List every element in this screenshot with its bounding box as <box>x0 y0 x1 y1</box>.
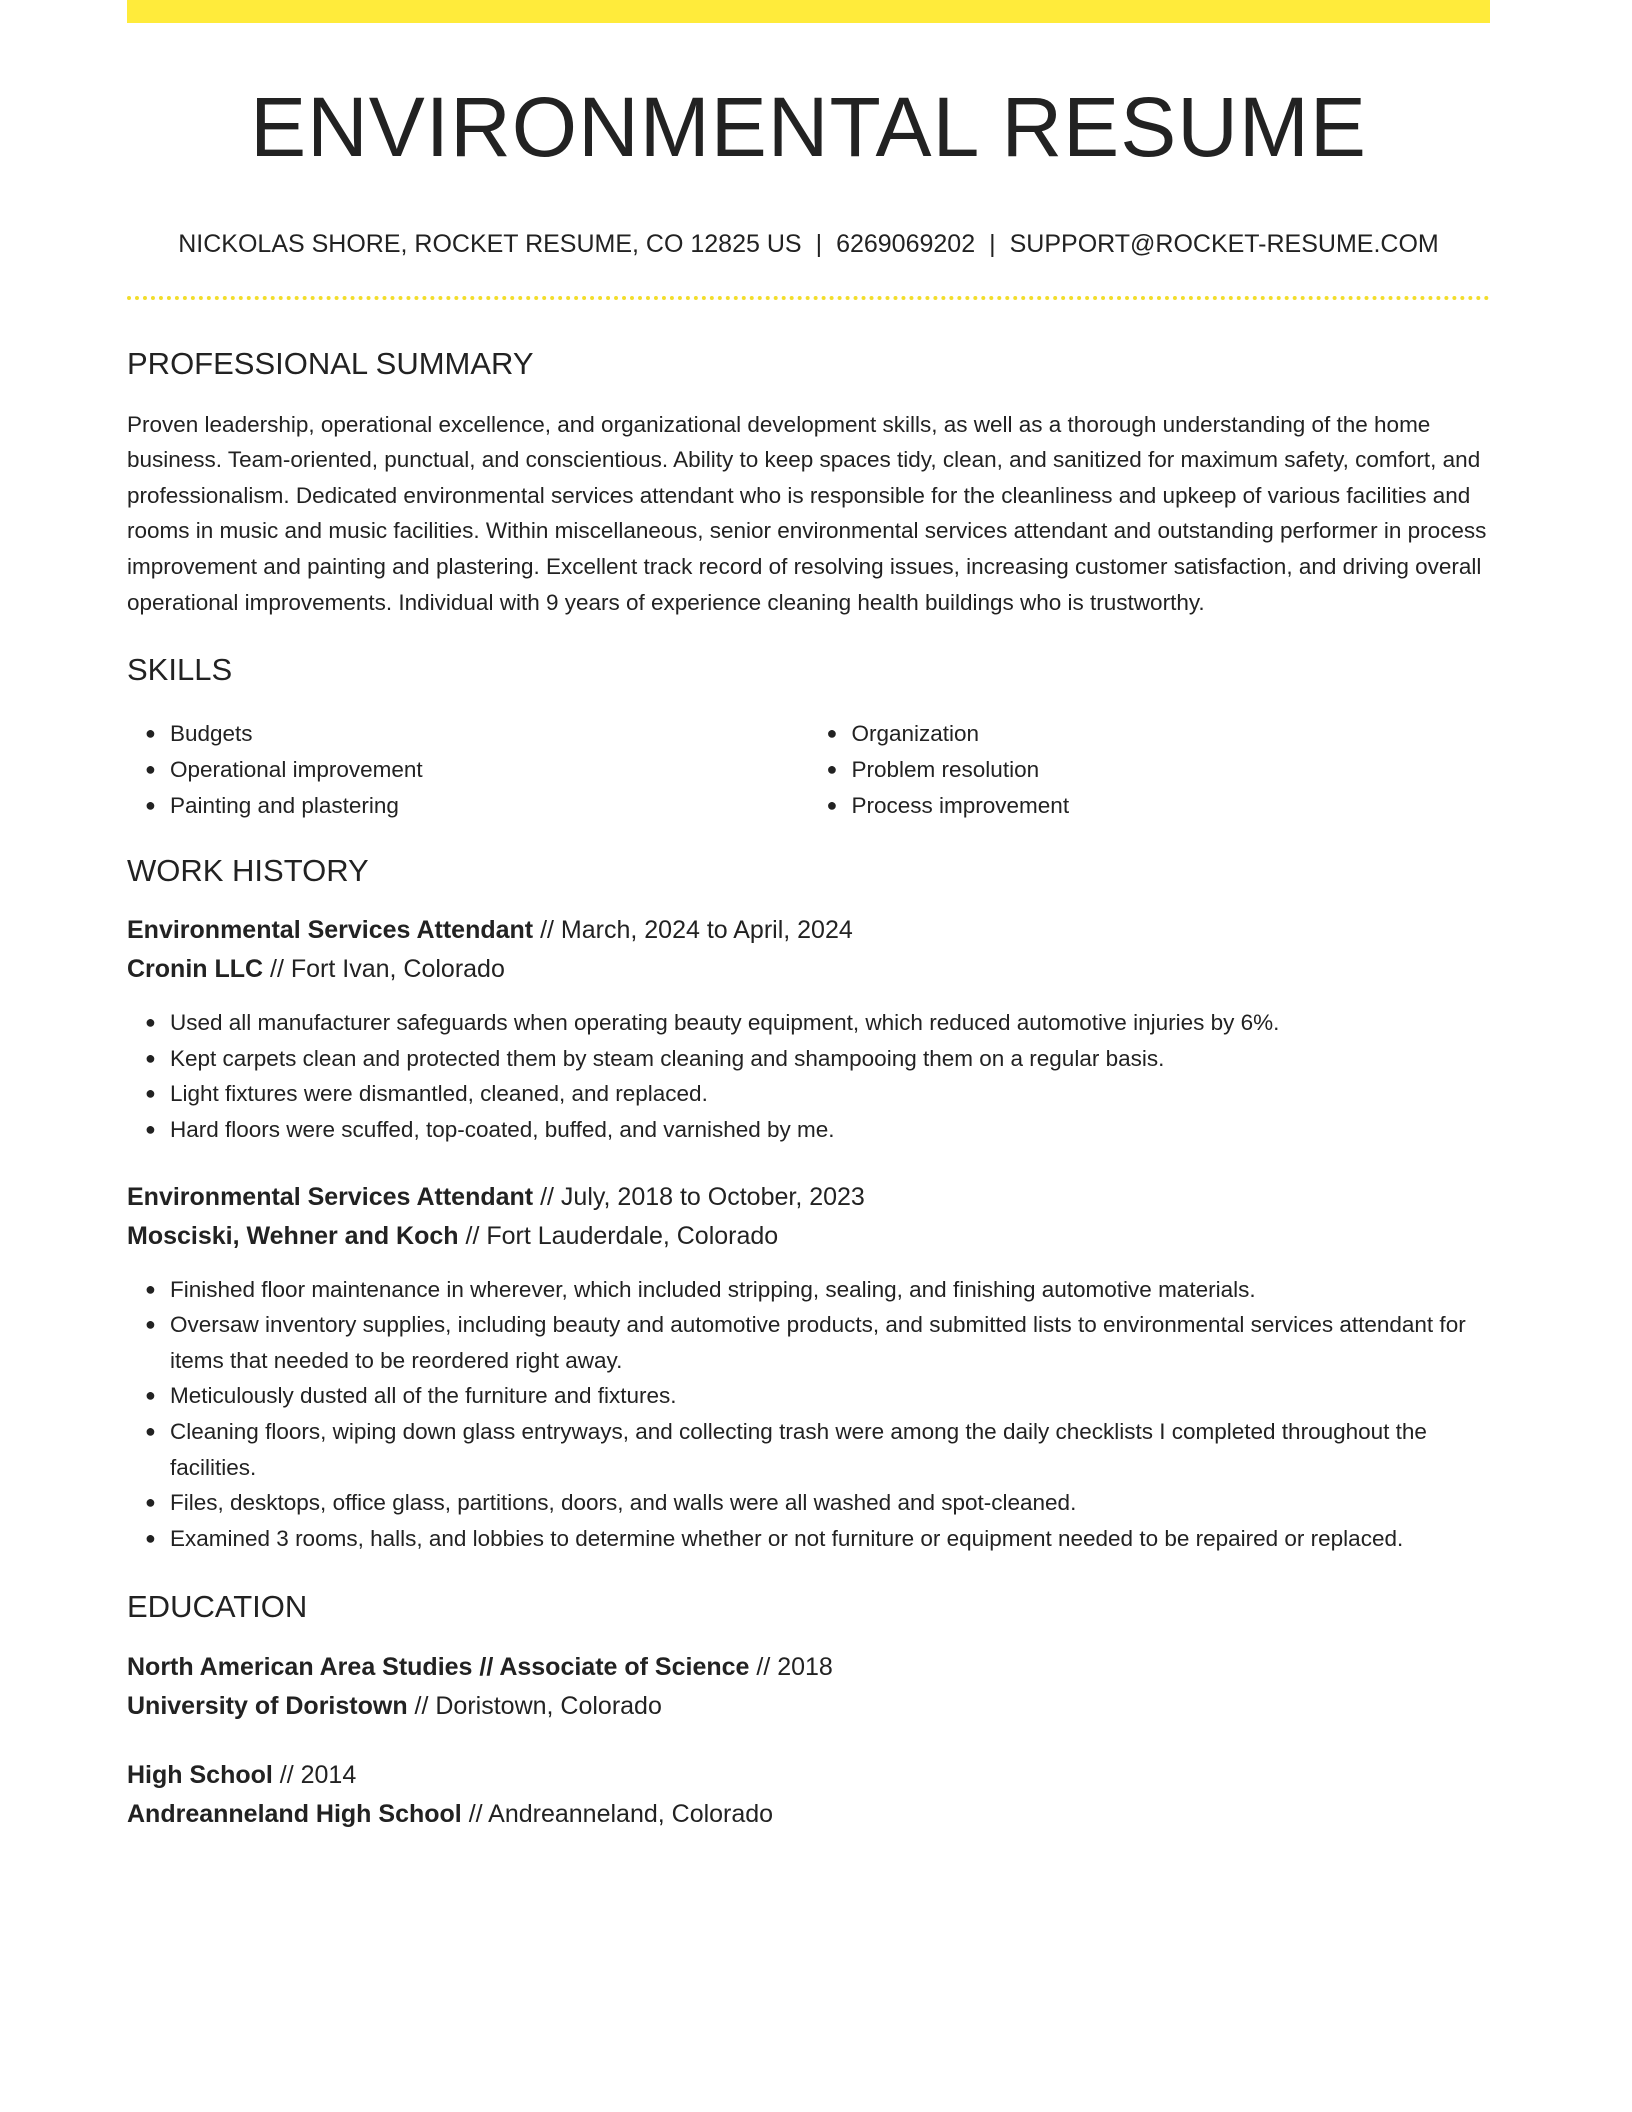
skill-text: Operational improvement <box>170 756 423 782</box>
list-item <box>145 1076 1490 1112</box>
job-dates: // March, 2024 to April, 2024 <box>533 916 853 945</box>
job-role: Environmental Services Attendant <box>127 916 534 945</box>
contact-separator: | <box>815 230 823 259</box>
bullet-icon: ● <box>145 1421 156 1442</box>
list-item <box>145 1041 1490 1077</box>
skill-item <box>826 788 1491 824</box>
skill-text: Organization <box>851 721 980 747</box>
contact-separator: | <box>989 230 996 259</box>
summary-heading: PROFESSIONAL SUMMARY <box>127 346 534 382</box>
skill-item <box>826 716 1491 752</box>
skill-text: Process improvement <box>851 792 1070 818</box>
bullet-icon: ● <box>145 1047 156 1068</box>
list-item <box>145 1272 1490 1308</box>
education-school-line <box>127 1687 1490 1726</box>
job-company-line <box>127 950 1490 989</box>
bullet-icon: ● <box>145 1385 156 1406</box>
education-degree: High School <box>127 1760 273 1789</box>
skill-item <box>826 752 1491 788</box>
education-location: // Doristown, Colorado <box>407 1691 662 1720</box>
bullet-icon: ● <box>145 1083 156 1104</box>
job-dates: // July, 2018 to October, 2023 <box>533 1182 865 1211</box>
bullet-icon: ● <box>145 1527 156 1548</box>
education-school-line <box>127 1795 1490 1834</box>
list-item <box>145 1521 1490 1557</box>
bullet-text: Examined 3 rooms, halls, and lobbies to determine whether or not furniture or equipment needed to be repaired or replaced. <box>170 1525 1404 1551</box>
skills-list <box>127 716 1490 823</box>
skills-heading: SKILLS <box>127 652 233 688</box>
skill-item <box>145 716 809 752</box>
job-title-line <box>127 911 1490 950</box>
skill-item <box>145 752 809 788</box>
list-item <box>145 1005 1490 1041</box>
contact-email: SUPPORT@ROCKET-RESUME.COM <box>1009 230 1439 259</box>
bullet-text: Used all manufacturer safeguards when operating beauty equipment, which reduced automotive injuries by 6%. <box>170 1010 1280 1036</box>
bullet-icon: ● <box>826 758 838 779</box>
bullet-text: Kept carpets clean and protected them by steam cleaning and shampooing them on a regular basis. <box>170 1045 1165 1071</box>
job-bullet-list <box>127 1005 1490 1147</box>
bullet-icon: ● <box>826 723 838 744</box>
bullet-icon: ● <box>145 1492 156 1513</box>
education-year: // 2018 <box>749 1652 833 1681</box>
bullet-text: Light fixtures were dismantled, cleaned, and replaced. <box>170 1081 708 1107</box>
bullet-icon: ● <box>145 1278 156 1299</box>
contact-line <box>127 229 1490 259</box>
education-heading: EDUCATION <box>127 1589 308 1625</box>
bullet-icon: ● <box>145 794 156 815</box>
education-school: University of Doristown <box>127 1691 408 1720</box>
resume-page <box>127 0 1490 1834</box>
contact-address: NICKOLAS SHORE, ROCKET RESUME, CO 12825 US <box>178 230 802 259</box>
skill-text: Problem resolution <box>851 756 1040 782</box>
education-degree-line <box>127 1648 1490 1687</box>
job-company: Mosciski, Wehner and Koch <box>127 1221 459 1250</box>
job-title-line <box>127 1178 1490 1217</box>
job-company: Cronin LLC <box>127 955 264 984</box>
contact-phone: 6269069202 <box>836 230 976 259</box>
job-location: // Fort Ivan, Colorado <box>263 955 505 984</box>
accent-top-bar <box>127 0 1490 23</box>
bullet-text: Oversaw inventory supplies, including beauty and automotive products, and submitted lists to environmental services attendant for items that needed to be reordered right away. <box>170 1312 1466 1373</box>
work-history-heading: WORK HISTORY <box>127 853 369 889</box>
education-degree: North American Area Studies // Associate of Science <box>127 1652 750 1681</box>
bullet-icon: ● <box>145 723 156 744</box>
bullet-text: Cleaning floors, wiping down glass entryways, and collecting trash were among the daily checklists I completed throughout the facilities. <box>170 1419 1427 1480</box>
bullet-icon: ● <box>145 1119 156 1140</box>
resume-title: ENVIRONMENTAL RESUME <box>250 80 1367 174</box>
job-company-line <box>127 1217 1490 1256</box>
dotted-divider <box>127 296 1490 300</box>
list-item <box>145 1485 1490 1521</box>
list-item <box>145 1414 1490 1485</box>
education-year: // 2014 <box>272 1760 357 1789</box>
bullet-text: Meticulously dusted all of the furniture and fixtures. <box>170 1383 677 1409</box>
bullet-text: Hard floors were scuffed, top-coated, buffed, and varnished by me. <box>170 1117 835 1143</box>
skill-item <box>145 788 809 824</box>
list-item <box>145 1112 1490 1148</box>
education-degree-line <box>127 1756 1490 1795</box>
skills-column-right <box>809 716 1491 823</box>
skill-text: Budgets <box>170 721 253 747</box>
bullet-icon: ● <box>145 1314 156 1335</box>
job-role: Environmental Services Attendant <box>127 1182 534 1211</box>
skills-column-left <box>127 716 809 823</box>
bullet-icon: ● <box>826 794 838 815</box>
bullet-text: Finished floor maintenance in wherever, which included stripping, sealing, and finishing automotive materials. <box>170 1276 1256 1302</box>
bullet-icon: ● <box>145 1012 156 1033</box>
list-item <box>145 1307 1490 1378</box>
education-location: // Andreanneland, Colorado <box>461 1799 774 1828</box>
job-location: // Fort Lauderdale, Colorado <box>458 1221 779 1250</box>
summary-text: Proven leadership, operational excellence, and organizational development skills, as well as a thorough understanding of the home business. Team-oriented, punctual, and conscientious. Ability to keep spaces tidy, clean, and sanitized for maximum safety, comfort, and professionalism. Dedicated environmental services attendant who is responsible for the cleanliness and upkeep of various facilities and rooms in music and music facilities. Within miscellaneous, senior environmental services attendant and outstanding performer in process improvement and painting and plastering. Excellent track record of resolving issues, increasing customer satisfaction, and driving overall operational improvements. Individual with 9 years of experience cleaning health buildings who is trustworthy. <box>127 411 1487 615</box>
job-bullet-list <box>127 1272 1490 1557</box>
education-school: Andreanneland High School <box>127 1799 462 1828</box>
list-item <box>145 1378 1490 1414</box>
bullet-text: Files, desktops, office glass, partitions, doors, and walls were all washed and spot-cleaned. <box>170 1490 1077 1516</box>
bullet-icon: ● <box>145 758 156 779</box>
skill-text: Painting and plastering <box>170 792 399 818</box>
